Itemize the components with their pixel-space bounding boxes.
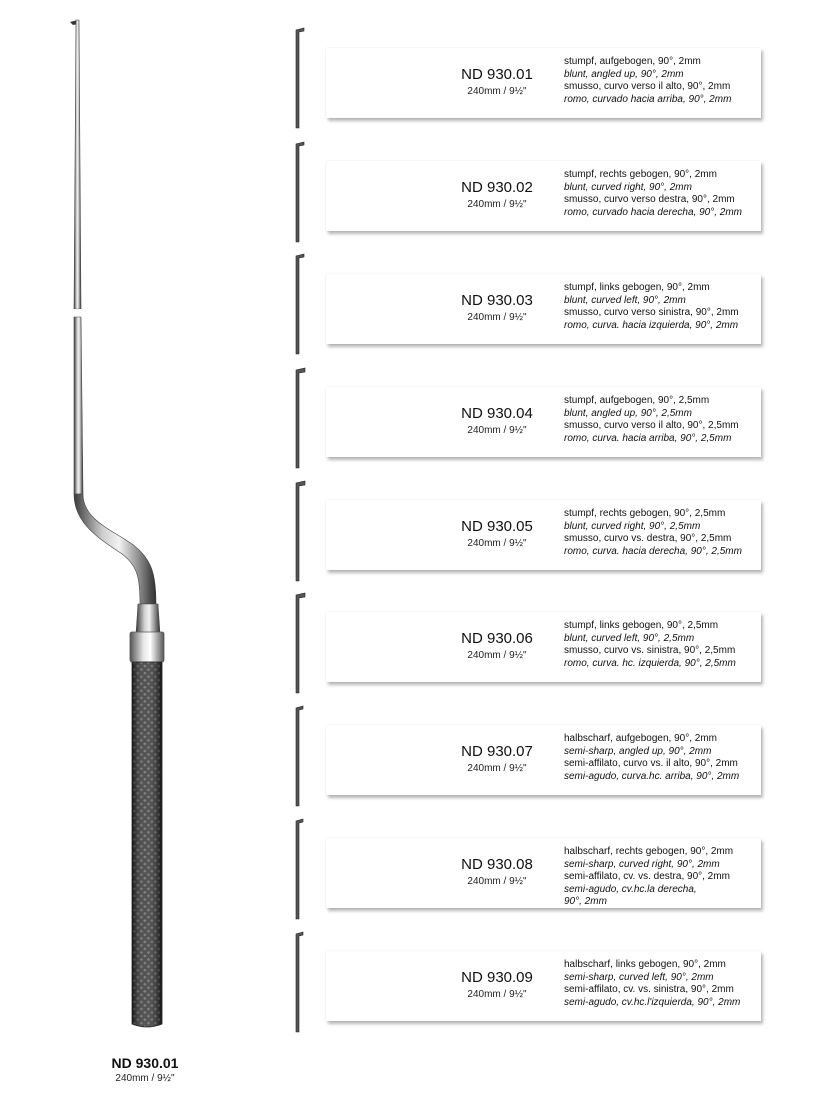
description-italian: smusso, curvo vs. sinistra, 90°, 2,5mm bbox=[564, 645, 736, 656]
product-size: 240mm / 9½" bbox=[467, 763, 527, 774]
tip-illustration-9 bbox=[288, 926, 310, 1036]
description-german: halbscharf, links gebogen, 90°, 2mm bbox=[564, 959, 726, 970]
product-description bbox=[564, 395, 759, 445]
product-size: 240mm / 9½" bbox=[467, 86, 527, 97]
product-description bbox=[564, 508, 759, 558]
tip-illustration-7 bbox=[288, 700, 310, 810]
product-code: ND 930.02 bbox=[461, 179, 533, 196]
description-spanish: romo, curvado hacia derecha, 90°, 2mm bbox=[564, 206, 742, 218]
description-spanish: semi-agudo, cv.hc.l'izquierda, 90°, 2mm bbox=[564, 996, 741, 1008]
description-spanish: semi-agudo, curva.hc. arriba, 90°, 2mm bbox=[564, 770, 740, 782]
product-code: ND 930.05 bbox=[461, 518, 533, 535]
description-spanish: semi-agudo, cv.hc.la derecha, 90°, 2mm bbox=[564, 883, 697, 907]
description-english: blunt, angled up, 90°, 2mm bbox=[564, 68, 684, 80]
description-italian: smusso, curvo vs. destra, 90°, 2,5mm bbox=[564, 533, 732, 544]
description-italian: smusso, curvo verso destra, 90°, 2mm bbox=[564, 194, 735, 205]
product-description bbox=[564, 56, 759, 106]
description-spanish: romo, curva. hacia arriba, 90°, 2,5mm bbox=[564, 432, 732, 444]
product-size: 240mm / 9½" bbox=[467, 989, 527, 1000]
product-code: ND 930.03 bbox=[461, 292, 533, 309]
description-italian: semi-affilato, cv. vs. destra, 90°, 2mm bbox=[564, 871, 730, 882]
product-size: 240mm / 9½" bbox=[467, 650, 527, 661]
main-product-size: 240mm / 9½" bbox=[115, 1073, 175, 1084]
description-english: blunt, curved left, 90°, 2mm bbox=[564, 294, 686, 306]
tip-illustration-2 bbox=[288, 136, 310, 246]
product-size: 240mm / 9½" bbox=[467, 312, 527, 323]
product-description bbox=[564, 959, 759, 1009]
description-english: semi-sharp, curved right, 90°, 2mm bbox=[564, 858, 720, 870]
tip-illustration-8 bbox=[288, 813, 310, 923]
product-code: ND 930.06 bbox=[461, 630, 533, 647]
instrument-illustration bbox=[60, 14, 190, 1034]
description-german: stumpf, rechts gebogen, 90°, 2,5mm bbox=[564, 508, 726, 519]
description-italian: semi-affilato, curvo vs. il alto, 90°, 2mm bbox=[564, 758, 738, 769]
product-card bbox=[326, 612, 761, 682]
description-italian: smusso, curvo verso sinistra, 90°, 2mm bbox=[564, 307, 739, 318]
product-card bbox=[326, 48, 761, 118]
description-english: semi-sharp, angled up, 90°, 2mm bbox=[564, 745, 712, 757]
product-code: ND 930.08 bbox=[461, 856, 533, 873]
product-size: 240mm / 9½" bbox=[467, 425, 527, 436]
main-caption bbox=[70, 1055, 220, 1084]
description-german: halbscharf, rechts gebogen, 90°, 2mm bbox=[564, 846, 734, 857]
description-german: stumpf, aufgebogen, 90°, 2,5mm bbox=[564, 395, 710, 406]
description-german: halbscharf, aufgebogen, 90°, 2mm bbox=[564, 733, 717, 744]
description-german: stumpf, rechts gebogen, 90°, 2mm bbox=[564, 169, 717, 180]
description-german: stumpf, aufgebogen, 90°, 2mm bbox=[564, 56, 701, 67]
product-card bbox=[326, 500, 761, 570]
product-description bbox=[564, 846, 759, 909]
description-english: blunt, curved right, 90°, 2mm bbox=[564, 181, 692, 193]
product-card bbox=[326, 725, 761, 795]
product-size: 240mm / 9½" bbox=[467, 538, 527, 549]
description-italian: smusso, curvo verso il alto, 90°, 2mm bbox=[564, 81, 731, 92]
product-code: ND 930.09 bbox=[461, 969, 533, 986]
product-card bbox=[326, 274, 761, 344]
product-code: ND 930.07 bbox=[461, 743, 533, 760]
description-english: blunt, angled up, 90°, 2,5mm bbox=[564, 407, 692, 419]
product-card bbox=[326, 387, 761, 457]
product-description bbox=[564, 169, 759, 219]
product-code: ND 930.04 bbox=[461, 405, 533, 422]
product-card bbox=[326, 951, 761, 1021]
product-description bbox=[564, 620, 759, 670]
tip-illustration-6 bbox=[288, 587, 310, 697]
description-german: stumpf, links gebogen, 90°, 2,5mm bbox=[564, 620, 719, 631]
description-german: stumpf, links gebogen, 90°, 2mm bbox=[564, 282, 710, 293]
product-card bbox=[326, 838, 761, 908]
product-description bbox=[564, 282, 759, 332]
description-spanish: romo, curva. hacia derecha, 90°, 2,5mm bbox=[564, 545, 742, 557]
description-italian: semi-affilato, cv. vs. sinistra, 90°, 2mm bbox=[564, 984, 734, 995]
main-product-code: ND 930.01 bbox=[111, 1055, 179, 1071]
product-card bbox=[326, 161, 761, 231]
description-english: semi-sharp, curved left, 90°, 2mm bbox=[564, 971, 714, 983]
tip-illustration-5 bbox=[288, 475, 310, 585]
description-spanish: romo, curva. hacia izquierda, 90°, 2mm bbox=[564, 319, 739, 331]
tip-illustration-1 bbox=[288, 22, 310, 132]
tip-illustration-4 bbox=[288, 362, 310, 472]
description-english: blunt, curved left, 90°, 2,5mm bbox=[564, 632, 695, 644]
product-size: 240mm / 9½" bbox=[467, 199, 527, 210]
product-size: 240mm / 9½" bbox=[467, 876, 527, 887]
description-spanish: romo, curvado hacia arriba, 90°, 2mm bbox=[564, 93, 732, 105]
description-italian: smusso, curvo verso il alto, 90°, 2,5mm bbox=[564, 420, 739, 431]
product-code: ND 930.01 bbox=[461, 66, 533, 83]
description-english: blunt, curved right, 90°, 2,5mm bbox=[564, 520, 701, 532]
tip-illustration-3 bbox=[288, 248, 310, 358]
product-description bbox=[564, 733, 759, 783]
description-spanish: romo, curva. hc. izquierda, 90°, 2,5mm bbox=[564, 657, 736, 669]
